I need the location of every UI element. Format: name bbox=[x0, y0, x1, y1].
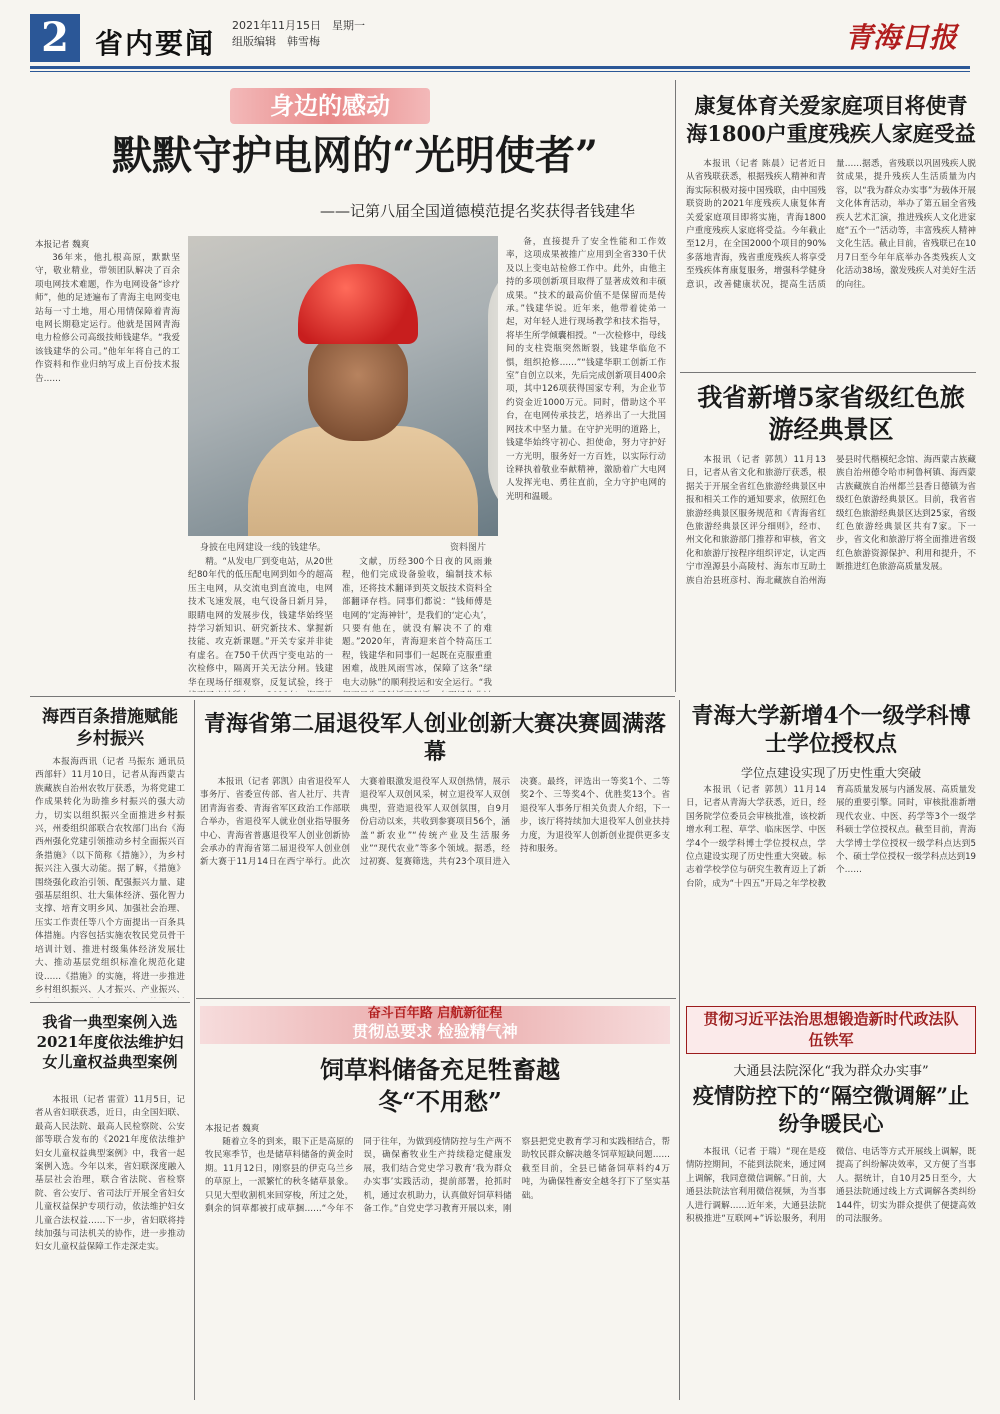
lead-paragraph: 精。“从发电厂到变电站，从20世纪80年代的低压配电网到如今的超高压主电网，从交流电到直流电，电网技术飞速发展，电气设备日新月异，眼睛电网的发展步伐，钱建华始终坚持学习新知识、研究新技术、掌握新技能、攻克新课题。”开关专家并非徒有虚名。在750千伏西宁变电站的一次检修中，隔离开关无法分闸。钱建华在现场仔细观察，反复试验，终于 bbox=[188, 557, 333, 688]
haixi-paragraph: 本报海西讯（记者 马振东 通讯员 西部轩）11月10日，记者从海西蒙古族藏族自治州农牧厅获悉，为将党建工作成果转化为助推乡村振兴的强大动力，切实以组织振兴全面推进乡村振兴，州委组织部联合农牧部门出台《海西州强化党建引领推动乡村全面振兴百条措施》（以下简称《措施》），为乡村振兴注入强大动能。据了解，《措施》围绕强化政治引领、配强振兴力量、建强基层组织、壮大集体经济、强化智力支撑、培育文明乡风、加强社会治理、压实工作责任等八个方面提出一百条具体措施。内容包括实施农牧民党员骨干培训计划、推进村级集体经济发展壮大、推动基层党组织标准化规范化建设……《措施》的实施，将进一步推进乡村组织振兴、人才振兴、产业振兴、 bbox=[35, 757, 185, 995]
photo-credit: 资料图片 bbox=[450, 543, 487, 553]
photo-equipment bbox=[488, 256, 498, 526]
feed-banner-main: 贯彻总要求 检验精气神 bbox=[352, 1022, 518, 1041]
feed-banner-block bbox=[200, 1006, 670, 1044]
section-rule bbox=[30, 696, 675, 697]
qhu-paragraph: 本报讯（记者 郭凯）11月14日，记者从青海大学获悉，近日，经国务院学位委员会审核批准，该校新增水利工程、草学、临床医学、中医学4个一级学科博士学位授权点，学位点建设实现了历史性重大突破。标志着学校学位与研究生教育迈上了新台阶，成为“十四五”开局之年学校教育高质量发展与内涵发展、高质量发展的重要引擎。同时，审核批准新增现代农业、中医、药学等3个一级学科硕士学位授权点。截至目前，青海大学博士学位授权一级学科点达到5个、硕士学位授权一级学科点达到19个…… bbox=[686, 785, 976, 889]
lead-column-2 bbox=[188, 556, 333, 692]
photo-caption: 身披在电网建设一线的钱建华。 bbox=[200, 543, 327, 553]
redtour-body bbox=[686, 454, 976, 694]
veterans-paragraph: 本报讯（记者 郭凯）由省退役军人事务厅、省委宣传部、省人社厅、共青团青海省委、青海省军区政治工作部联合举办，省退役军人就业创业指导服务中心、青海省普惠退役军人创业创新协会承办的青海省第二届退役军人创业创新大赛于11月14日在西宁举行。此次大赛着眼激发退役军人双创热情，展示退役军人双创风采，树立退役军人双创典型，营造退役军人双创氛围，自9月份启动以来，共收到参赛项目56个，涵盖“新农业”“传统产业及生活服务业”“现代农业”等多个领域。据悉，经过初赛、复赛筛选，共有23个项目进入决赛。最终，评选出一等奖1个、二等奖2个、三等奖4个、优胜奖13个。省退役军人事务厅相关负责人介绍，下一步，该厅将持续加大退役军人创业扶持力度，为退役军人创新创业提供更多支持和服务。 bbox=[200, 777, 670, 868]
lead-paragraph: 备，直接提升了安全性能和工作效率，这项成果被推广应用到全省330千伏及以上变电站检修工作中。此外，由他主持的多项创新项目取得了显著成效和丰硕成果。“技术的最高价值不是保留而是传承。”钱建华说。近年来，他带着徒弟一起，对年轻人进行现场教学和技术指导，将毕生所学倾囊相授。“一次检修中，母线间的支柱瓷瓶突然断裂，钱建华临危不惧，组织抢修……”“钱建华职工创新工作室”自创立以来，先后完成创新项目400余项，其中126项获得国家专利，为企业节约资金近1000万元。同时，借助这个平台，在电网传承技艺，培养出了一大批国网技术中坚力量。在守护光明的道路上，钱建华始终守初心、担使命，努力守护好一方光明，服务好一方百姓，以实际行动诠释执着敬业奉献精神，激励着广大电网人发挥光电、勇往直前，全力守护电网的光明和温暖。 bbox=[506, 237, 666, 502]
section-title: 省内要闻 bbox=[95, 27, 216, 60]
kangfu-body bbox=[686, 158, 976, 368]
feed-byline: 本报记者 魏爽 bbox=[205, 1124, 260, 1134]
court-paragraph: 本报讯（记者 于瑞）“现在是疫情防控期间，不能到法院来，通过网上调解，我同意微信调解。”日前，大通县法院法官利用微信视频，为当事人进行调解……近年来，大通县法院积极推进“互联网+”诉讼服务，利用微信、电话等方式开展线上调解，既提高了纠纷解决效率，又方便了当事人。据统计，自10月25日至今，大通县法院通过线上方式调解各类纠纷144件，切实为群众提供了便捷高效的司法服务。 bbox=[686, 1147, 976, 1225]
lead-headline: 默默守护电网的“光明使者” bbox=[111, 132, 598, 179]
lead-photo bbox=[188, 236, 498, 536]
court-kicker: 大通县法院深化“我为群众办实事” bbox=[733, 1064, 929, 1079]
lead-paragraph: 36年来，他扎根高原，默默坚守，敬业精业，带领团队解决了百余项电网技术难题，作为电网设备“诊疗师”，他的足迹遍布了青海主电网变电站每一寸土地，用心用情保障着青海电网长期稳定运行。他就是国网青海电力检修公司高级技师钱建华。“我爱该钱建华的公司。”他年年将自己的工作资料和作业归纳写成上百份技术报告…… bbox=[35, 253, 180, 384]
feed-paragraph: 随着立冬的到来，眼下正是高原的牧民寒季节，也是储草料储备的黄金时期。11月12日，刚察县的伊克乌兰乡的草原上，一派繁忙的秋冬储草景象。只见大型收割机来回穿梭，所过之处，剩余的饲草都被打成草捆……“今年不同于往年，为做到疫情防控与生产两不误，确保畜牧业生产持续稳定健康发展，我们结合党史学习教育‘我为群众办实事’实践活动，提前部署，抢抓时机，通过农机助力，认真做好饲草料储备工作。”自党史学习教育开展以来，刚察县把党史教育学习和实践相结合，帮助牧民群众解决越冬饲草短缺问题……截至目前，全县已储备饲草料约4万吨，为确保牲畜安全越冬打下了坚实基础。 bbox=[205, 1137, 670, 1215]
kangfu-paragraph: 本报讯（记者 陈晨）记者近日从省残联获悉，根据残疾人精神和青海实际积极对接中国残联，由中国残联资助的2021年度残疾人康复体育关爱家庭项目即将实施，青海1800户重度残疾人家庭将受益。今年截止至12月，在全国2000个项目的90%多落地青海，残省重度残疾人将享受至残疾体育康复服务，增强科学健身意识，改善健康状况，提高生活质量……据悉，省残联以巩固残疾人脱贫成果，提升残疾人生活质量为内容，以“我为群众办实事”为载体开展文化体育活动，举办了第五届全省残疾人艺术汇演，推进残疾人文化进家庭“五个一”活动等，丰富残疾人精神文化生活。截止目前，省残联已在10月7日至今年年底举办各类残疾人文化活动38场，激发残疾人对美好生活的向往。 bbox=[686, 159, 976, 290]
typical-body bbox=[35, 1094, 185, 1394]
column-rule bbox=[679, 700, 680, 1400]
section-rule bbox=[196, 998, 676, 999]
haixi-body bbox=[35, 756, 185, 998]
section-rule bbox=[680, 372, 976, 373]
qhu-subhead: 学位点建设实现了历史性重大突破 bbox=[740, 766, 921, 780]
qhu-headline: 青海大学新增4个一级学科博士学位授权点 bbox=[691, 703, 971, 757]
editors-line: 组版编辑 韩雪梅 bbox=[232, 35, 320, 48]
publish-date: 2021年11月15日 星期一 bbox=[232, 19, 365, 32]
feed-banner-top: 奋斗百年路 启航新征程 bbox=[367, 1006, 503, 1021]
typical-headline: 我省一典型案例入选2021年度依法维护妇女儿童权益典型案例 bbox=[36, 1013, 184, 1071]
lead-byline: 本报记者 魏爽 bbox=[35, 240, 90, 250]
haixi-headline: 海西百条措施赋能乡村振兴 bbox=[42, 707, 178, 749]
photo-helmet bbox=[298, 264, 418, 344]
section-rule bbox=[30, 1002, 190, 1003]
lead-column-4 bbox=[506, 236, 666, 692]
column-rule bbox=[675, 80, 676, 692]
photo-shirt bbox=[248, 426, 478, 536]
court-headline: 疫情防控下的“隔空微调解”止纷争暖民心 bbox=[692, 1083, 970, 1136]
lead-banner: 身边的感动 bbox=[230, 88, 430, 124]
kangfu-headline: 康复体育关爱家庭项目将使青海1800户重度残疾人家庭受益 bbox=[686, 93, 976, 146]
redtour-paragraph: 本报讯（记者 郭凯）11月13日，记者从省文化和旅游厅获悉，根据关于开展全省红色旅游经典景区申报和相关工作的通知要求，依照红色旅游经典景区服务规范和《青海省红色旅游经典景区评分细则》，经市、州文化和旅游部门推荐和审核，省文化和旅游厅按程序组织评定，认定西宁市湟源县小高陵村、海东市互助土族自治县班彦村、海北藏族自治州海晏县时代楷模纪念馆、海西蒙古族藏族自治州德令哈市柯鲁柯镇、海西蒙古族藏族自治州都兰县香日德镇为省级红色旅游经典景区。目前，我省省级红色旅游经典景区达到25家，省级红色旅游经典景区共有7家。下一步，省文化和旅游厅将全面推进省级红色旅游资源保护、利用和提升，不断推进红色旅游高质量发展。 bbox=[686, 455, 976, 586]
newspaper-logo: 青海日报 bbox=[845, 21, 958, 54]
page-number: 2 bbox=[30, 14, 80, 62]
lead-column-1 bbox=[35, 252, 180, 692]
lead-subhead: ——记第八届全国道德模范提名奖获得者钱建华 bbox=[320, 202, 636, 220]
date-line bbox=[232, 18, 365, 50]
header-rule bbox=[30, 66, 970, 69]
typical-paragraph: 本报讯（记者 雷萱）11月5日，记者从省妇联获悉，近日，由全国妇联、最高人民法院、最高人民检察院、公安部等联合发布的《2021年度依法维护妇女儿童权益典型案例》中，我省一起案例入选。今年以来，省妇联深度融入基层社会治理，联合省法院、省检察院、省公安厅、省司法厅开展全省妇女儿童权益保护专项行动，依法维护妇女儿童合法权益……下一步，省妇联将持续加强与司法机关的协作，进一步推动妇女儿童权益保障工作走深走实。 bbox=[35, 1095, 185, 1253]
lead-paragraph: 文献，历经300个日夜的风雨兼程，他们完成设备验收，编制技术标准，还将技术翻译到英文版技术资料全部翻译存档。同事们都说：“钱师傅是电网的‘定海神针’，是我们的‘定心丸’，只要有他在，就没有解决不了的难题。”2020年，青海迎来首个特高压工程，钱建华和同事们一起既在克服重重困难，战胜风雨雪冰，保障了这条“绿电大动脉”的顺利投运和安全运行。“我 bbox=[342, 557, 492, 688]
veterans-headline: 青海省第二届退役军人创业创新大赛决赛圆满落幕 bbox=[203, 711, 666, 765]
court-body bbox=[686, 1146, 976, 1396]
column-rule bbox=[194, 700, 195, 1400]
redtour-headline: 我省新增5家省级红色旅游经典景区 bbox=[697, 383, 965, 444]
court-banner-box bbox=[686, 1006, 976, 1054]
qhu-body bbox=[686, 784, 976, 998]
feed-body bbox=[205, 1136, 670, 1396]
feed-headline: 饲草料储备充足牲畜越冬“不用愁” bbox=[320, 1055, 560, 1116]
photo-face bbox=[308, 331, 408, 441]
lead-column-3 bbox=[342, 556, 492, 692]
veterans-body bbox=[200, 776, 670, 994]
header-rule-thin bbox=[30, 71, 970, 72]
court-banner: 贯彻习近平法治思想锻造新时代政法队伍铁军 bbox=[703, 1010, 959, 1049]
